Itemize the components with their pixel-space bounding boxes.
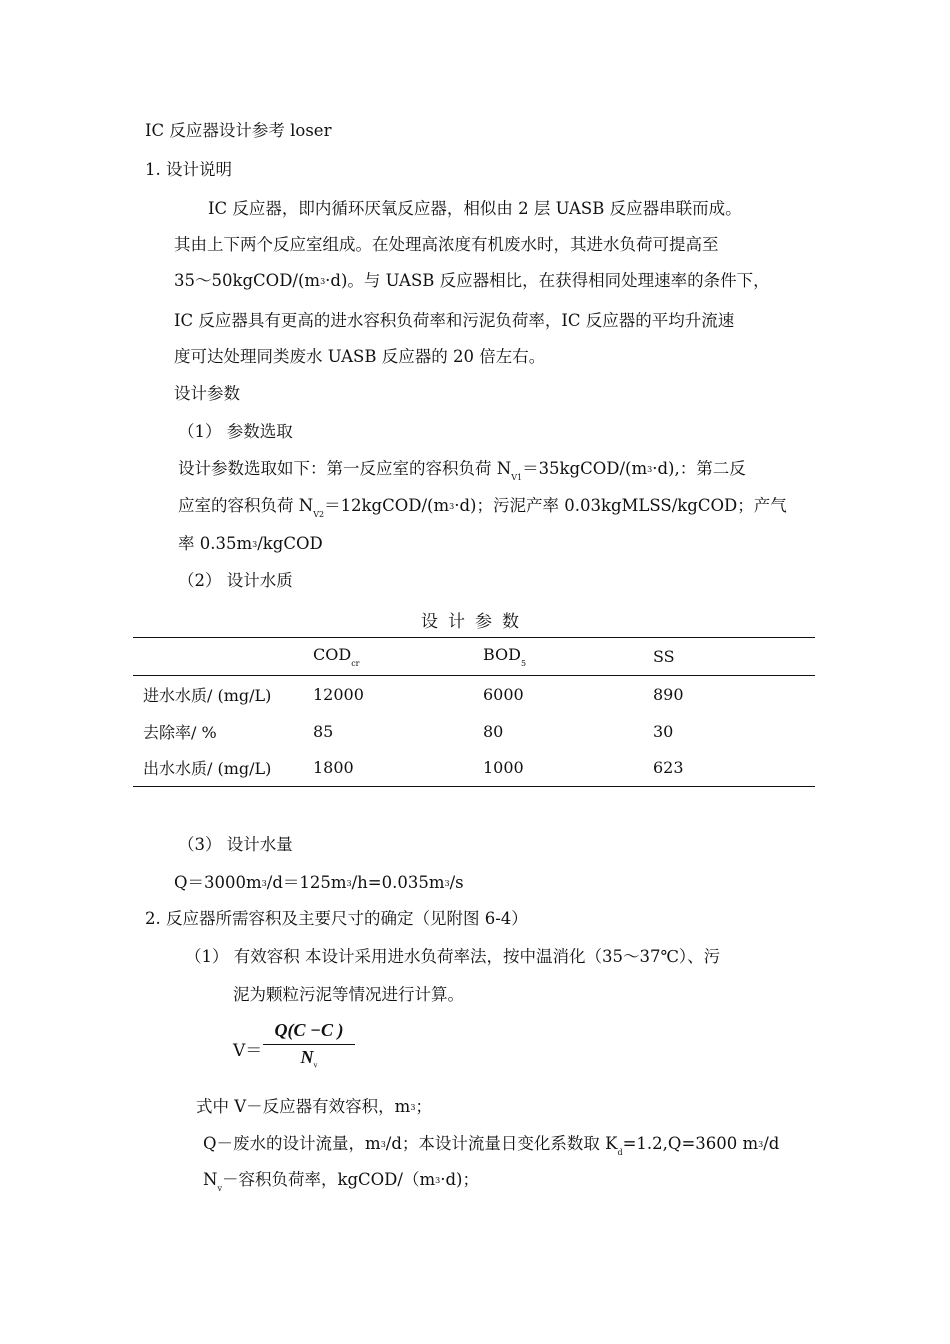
subheading-water-volume: （3） 设计水量 (178, 835, 293, 854)
paragraph-line: IC 反应器具有更高的进水容积负荷率和污泥负荷率，IC 反应器的平均升流速 (174, 311, 735, 330)
table-cell: 去除率/ % (143, 722, 217, 742)
table-caption: 设计参数 (421, 612, 529, 632)
table-header-row (133, 638, 815, 676)
paragraph-line: 应室的容积负荷 $N_{V2}=12kgCOD/(m^3\cdot d)$；污泥产率 0.03kgMLSS/kgCOD；产气 (178, 496, 787, 519)
where-line: $N_v-$容积负荷率，kgCOD/$(m^3\cdot d)$； (203, 1170, 479, 1193)
header-cell: $BOD_5$ (483, 645, 527, 668)
header-cell (133, 638, 303, 676)
table-cell: 进水水质/ (mg/L) (143, 685, 272, 705)
table-cell: 30 (653, 721, 674, 741)
paragraph-line: IC 反应器，即内循环厌氧反应器，相似由 2 层 UASB 反应器串联而成。 (208, 199, 742, 218)
formula-denominator: $N_v$ (300, 1047, 318, 1070)
section-2-heading: 2. 反应器所需容积及主要尺寸的确定（见附图 6-4） (145, 909, 528, 928)
paragraph-line: 设计参数选取如下：第一反应室的容积负荷 $N_{V1}=35kgCOD/(m^3\cdot d)$,：第二反 (178, 459, 746, 482)
paragraph-line: （1） 有效容积 本设计采用进水负荷率法，按中温消化（35～37℃）、污 (185, 947, 721, 966)
table-cell: 6000 (483, 684, 524, 704)
design-parameters-table (133, 637, 815, 787)
params-heading: 设计参数 (174, 384, 240, 403)
header-cell: SS (653, 647, 675, 666)
formula-lhs: V＝ (233, 1041, 263, 1061)
table-cell: 12000 (313, 684, 364, 704)
where-line: 式中 V－反应器有效容积，$m^3$； (196, 1097, 432, 1116)
paragraph-line: 率 $0.35m^3$/kgCOD (178, 534, 323, 553)
table-row (133, 713, 815, 750)
paragraph-line: 其由上下两个反应室组成。在处理高浓度有机废水时，其进水负荷可提高至 (174, 235, 719, 254)
table-cell: 80 (483, 721, 504, 741)
table-cell: 623 (653, 758, 684, 778)
formula-numerator: Q(C −C ) (263, 1020, 355, 1045)
flow-equation: $Q=3000m^3/d=125m^3/h=0.035m^3/s$ (174, 873, 464, 892)
table-cell: 1000 (483, 758, 524, 778)
table-row (133, 750, 815, 787)
paragraph-line: 泥为颗粒污泥等情况进行计算。 (233, 985, 464, 1004)
table-cell: 1800 (313, 758, 354, 778)
paragraph-line: 度可达处理同类废水 UASB 反应器的 20 倍左右。 (174, 347, 546, 366)
header-cell: $COD_{cr}$ (313, 645, 360, 668)
table-row (133, 676, 815, 713)
where-line: Q－废水的设计流量，$m^3/d$；本设计流量日变化系数取 $K_d=1.2,Q=3600$ $m^3/d$ (203, 1134, 780, 1157)
document-title: IC 反应器设计参考 loser (145, 121, 332, 140)
table-cell: 出水水质/ (mg/L) (143, 759, 272, 779)
table-cell: 85 (313, 721, 334, 741)
subheading-water-quality: （2） 设计水质 (178, 571, 293, 590)
formula-fraction (263, 1020, 355, 1070)
table-cell: 890 (653, 684, 684, 704)
subheading-param-selection: （1） 参数选取 (178, 422, 293, 441)
section-1-heading: 1. 设计说明 (145, 160, 232, 179)
paragraph-line: $35\sim 50kgCOD/(m^3\cdot d)$。与 UASB 反应器相比，在获得相同处理速率的条件下， (174, 271, 770, 290)
